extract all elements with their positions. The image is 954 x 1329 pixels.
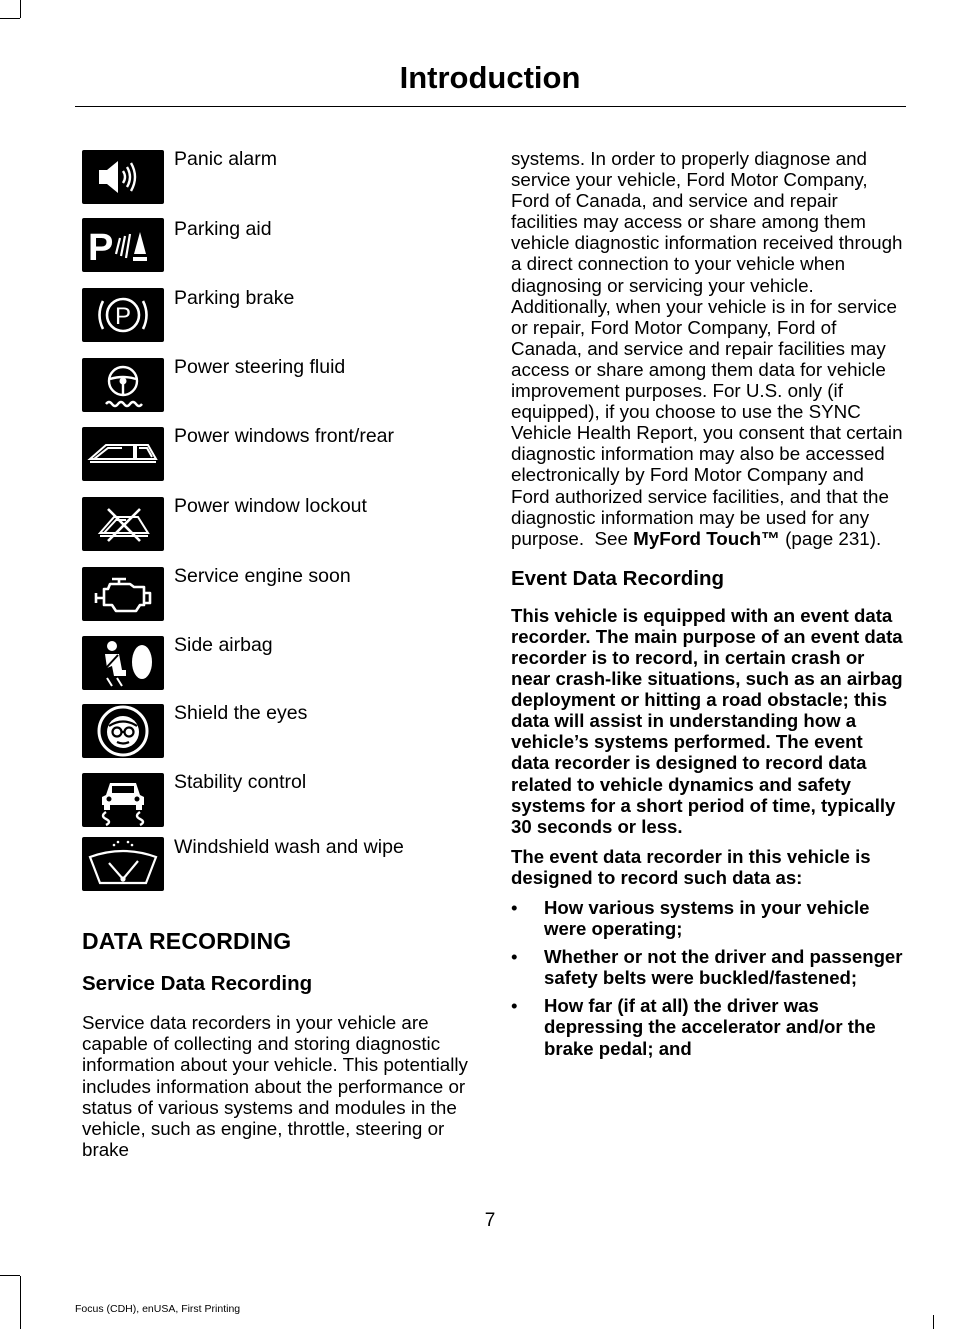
crop-mark bbox=[0, 1275, 20, 1276]
cross-reference-link[interactable]: MyFord Touch™ bbox=[633, 527, 780, 549]
symbol-label: Panic alarm bbox=[174, 148, 277, 170]
symbol-label: Power window lockout bbox=[174, 495, 367, 517]
crop-mark bbox=[20, 0, 21, 18]
stability-control-icon bbox=[82, 773, 164, 827]
bullet-marker: • bbox=[511, 946, 518, 968]
page-number: 7 bbox=[484, 1210, 496, 1231]
svg-text:P: P bbox=[88, 227, 114, 269]
symbol-label: Power steering fluid bbox=[174, 356, 346, 378]
windshield-wash-wipe-icon bbox=[82, 837, 164, 891]
page-title: Introduction bbox=[399, 60, 581, 95]
bold-paragraph: This vehicle is equipped with an event data recorder. The main purpose of an event data recorder is to record, in certain crash or near crash-like situations, such as an airbag deployment or hitting a road obstacle; this data will assist in understanding how a vehicle’s systems performed. The event data recorder is designed to record data related to vehicle dynamics and safety systems for a short period of time, typically 30 seconds or less. bbox=[511, 604, 903, 837]
symbol-label: Parking aid bbox=[174, 218, 272, 240]
list-item-text: Whether or not the driver and passenger safety belts were buckled/fastened; bbox=[544, 946, 903, 989]
symbol-label: Shield the eyes bbox=[174, 702, 308, 724]
symbol-label: Power windows front/rear bbox=[174, 425, 395, 447]
edition-footer: Focus (CDH), enUSA, First Printing bbox=[75, 1303, 241, 1315]
left-column bbox=[82, 928, 474, 1160]
side-airbag-icon bbox=[82, 636, 164, 690]
service-engine-soon-icon bbox=[82, 567, 164, 621]
crop-mark bbox=[20, 1276, 21, 1329]
parking-brake-icon bbox=[82, 288, 164, 342]
symbol-label: Parking brake bbox=[174, 287, 295, 309]
body-paragraph: Service data recorders in your vehicle are capable of collecting and storing diagnostic information about your vehicle. This potentially includes information about the performance or status of various systems and modules in the vehicle, such as engine, throttle, steering or brake bbox=[82, 1012, 468, 1161]
shield-the-eyes-icon bbox=[82, 704, 164, 758]
right-column bbox=[511, 148, 903, 1066]
panic-alarm-icon bbox=[82, 150, 164, 204]
list-item bbox=[511, 897, 903, 939]
power-window-lockout-icon bbox=[82, 497, 164, 551]
parking-aid-icon bbox=[82, 218, 164, 272]
page-reference: (page 231). bbox=[785, 527, 882, 549]
bullet-list bbox=[511, 897, 903, 1059]
symbol-label: Side airbag bbox=[174, 634, 273, 656]
svg-text:P: P bbox=[114, 303, 132, 330]
title-divider bbox=[75, 106, 906, 107]
crop-mark bbox=[0, 18, 20, 19]
power-steering-fluid-icon bbox=[82, 358, 164, 412]
list-item bbox=[511, 995, 903, 1058]
symbol-label: Service engine soon bbox=[174, 565, 351, 587]
list-item bbox=[511, 946, 903, 988]
symbol-label: Stability control bbox=[174, 771, 307, 793]
paragraph-continuation: systems. In order to properly diagnose and service your vehicle, Ford Motor Company, Ford of Canada, and service and repair facilities may access or share among them vehicle diagnostic information received through a direct connection to your vehicle when diagnosing or servicing your vehicle. Additionally, when your vehicle is in for service or repair, Ford Motor Company, Ford of Canada, and service and repair facilities may access or share among them data for vehicle improvement purposes. For U.S. only (if equipped), if you choose to use the SYNC Vehicle Health Report, you consent that certain diagnostic information may also be accessed electronically by Ford Motor Company and Ford authorized service facilities, and that the diagnostic information may be used for any purpose. bbox=[511, 148, 903, 549]
list-item-text: How far (if at all) the driver was depressing the accelerator and/or the brake pedal; and bbox=[544, 995, 876, 1059]
see-prefix: See bbox=[594, 527, 628, 549]
subsection-heading: Service Data Recording bbox=[82, 972, 313, 995]
bold-paragraph: The event data recorder in this vehicle is designed to record such data as: bbox=[511, 845, 871, 888]
power-windows-icon bbox=[82, 427, 164, 481]
crop-mark bbox=[933, 1315, 934, 1329]
bullet-marker: • bbox=[511, 995, 518, 1017]
section-heading: DATA RECORDING bbox=[82, 928, 292, 954]
list-item-text: How various systems in your vehicle were operating; bbox=[544, 897, 870, 940]
body-paragraph bbox=[511, 148, 903, 549]
symbol-label: Windshield wash and wipe bbox=[174, 836, 404, 858]
subsection-heading: Event Data Recording bbox=[511, 566, 725, 590]
bullet-marker: • bbox=[511, 897, 518, 918]
